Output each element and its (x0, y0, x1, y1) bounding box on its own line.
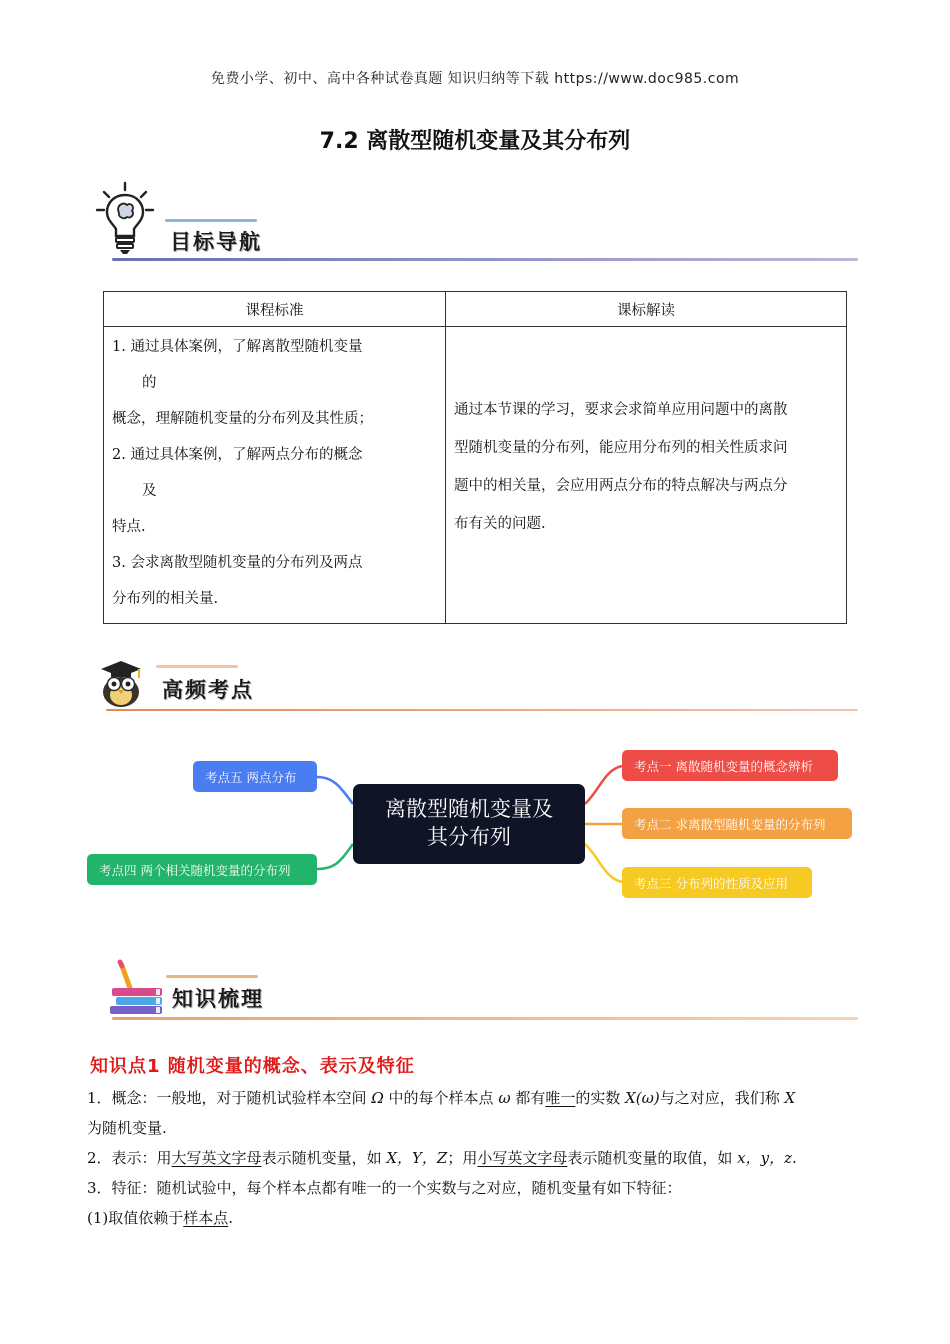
section-divider (112, 1017, 858, 1020)
section-underline-top (165, 219, 257, 222)
section-title-frequent-points: 高频考点 (162, 678, 254, 702)
section-divider (112, 258, 858, 261)
section-underline-top (156, 665, 238, 668)
interpretation-line: 通过本节课的学习，要求会求简单应用问题中的离散 (454, 402, 788, 418)
section-title-goals: 目标导航 (170, 230, 262, 254)
section-title-knowledge: 知识梳理 (172, 987, 264, 1011)
standard-line: 概念，理解随机变量的分布列及其性质； (112, 411, 373, 427)
interpretation-line: 布有关的问题. (454, 516, 546, 532)
standard-cell (104, 327, 446, 624)
table-header-standard: 课程标准 (104, 292, 446, 327)
standard-line: 3. 会求离散型随机变量的分布列及两点 (112, 555, 363, 571)
standard-line: 特点. (112, 519, 146, 535)
standard-line: 及 (142, 483, 157, 499)
books-pencil-icon (108, 958, 166, 1016)
interpretation-line: 题中的相关量，会应用两点分布的特点解决与两点分 (454, 478, 788, 494)
scholar-owl-icon (96, 656, 146, 708)
paragraph-concept: 1．概念：一般地，对于随机试验样本空间 Ω 中的每个样本点 ω 都有唯一的实数 X(ω)与之对应，我们称 X 为随机变量. (87, 1089, 796, 1137)
knowledge-point-title: 知识点1 随机变量的概念、表示及特征 (90, 1056, 415, 1077)
page-header: 免费小学、初中、高中各种试卷真题 知识归纳等下载 https://www.doc985.com (210, 71, 740, 87)
standard-line: 1. 通过具体案例，了解离散型随机变量 (112, 339, 363, 355)
mindmap-center-node (353, 784, 585, 864)
standard-line: 的 (142, 375, 157, 391)
mindmap-node-1: 考点一 离散随机变量的概念辨析 (622, 750, 838, 781)
page-title: 7.2 离散型随机变量及其分布列 (319, 129, 631, 154)
mindmap-node-3: 考点三 分布列的性质及应用 (622, 867, 812, 898)
interpretation-cell (446, 327, 847, 624)
interpretation-line: 型随机变量的分布列，能应用分布列的相关性质求问 (454, 440, 788, 456)
table-header-interpretation: 课标解读 (446, 292, 847, 327)
mindmap-node-4: 考点四 两个相关随机变量的分布列 (87, 854, 317, 885)
section-underline-top (166, 975, 258, 978)
paragraph-features: 3．特征：随机试验中，每个样本点都有唯一的一个实数与之对应，随机变量有如下特征： (87, 1179, 682, 1197)
mindmap-node-2: 考点二 求离散型随机变量的分布列 (622, 808, 852, 839)
standard-line: 分布列的相关量. (112, 591, 219, 607)
paragraph-feature-1: (1)取值依赖于样本点. (87, 1209, 234, 1227)
paragraph-representation: 2．表示：用大写英文字母表示随机变量，如 X，Y，Z；用小写英文字母表示随机变量的取值，如 x，y，z. (87, 1149, 797, 1167)
course-standard-table (103, 291, 847, 624)
section-divider (106, 709, 858, 711)
mindmap-node-5: 考点五 两点分布 (193, 761, 317, 792)
center-line-2: 其分布列 (427, 825, 511, 849)
center-line-1: 离散型随机变量及 (385, 797, 553, 821)
standard-line: 2. 通过具体案例，了解两点分布的概念 (112, 447, 363, 463)
lightbulb-icon (94, 180, 156, 256)
